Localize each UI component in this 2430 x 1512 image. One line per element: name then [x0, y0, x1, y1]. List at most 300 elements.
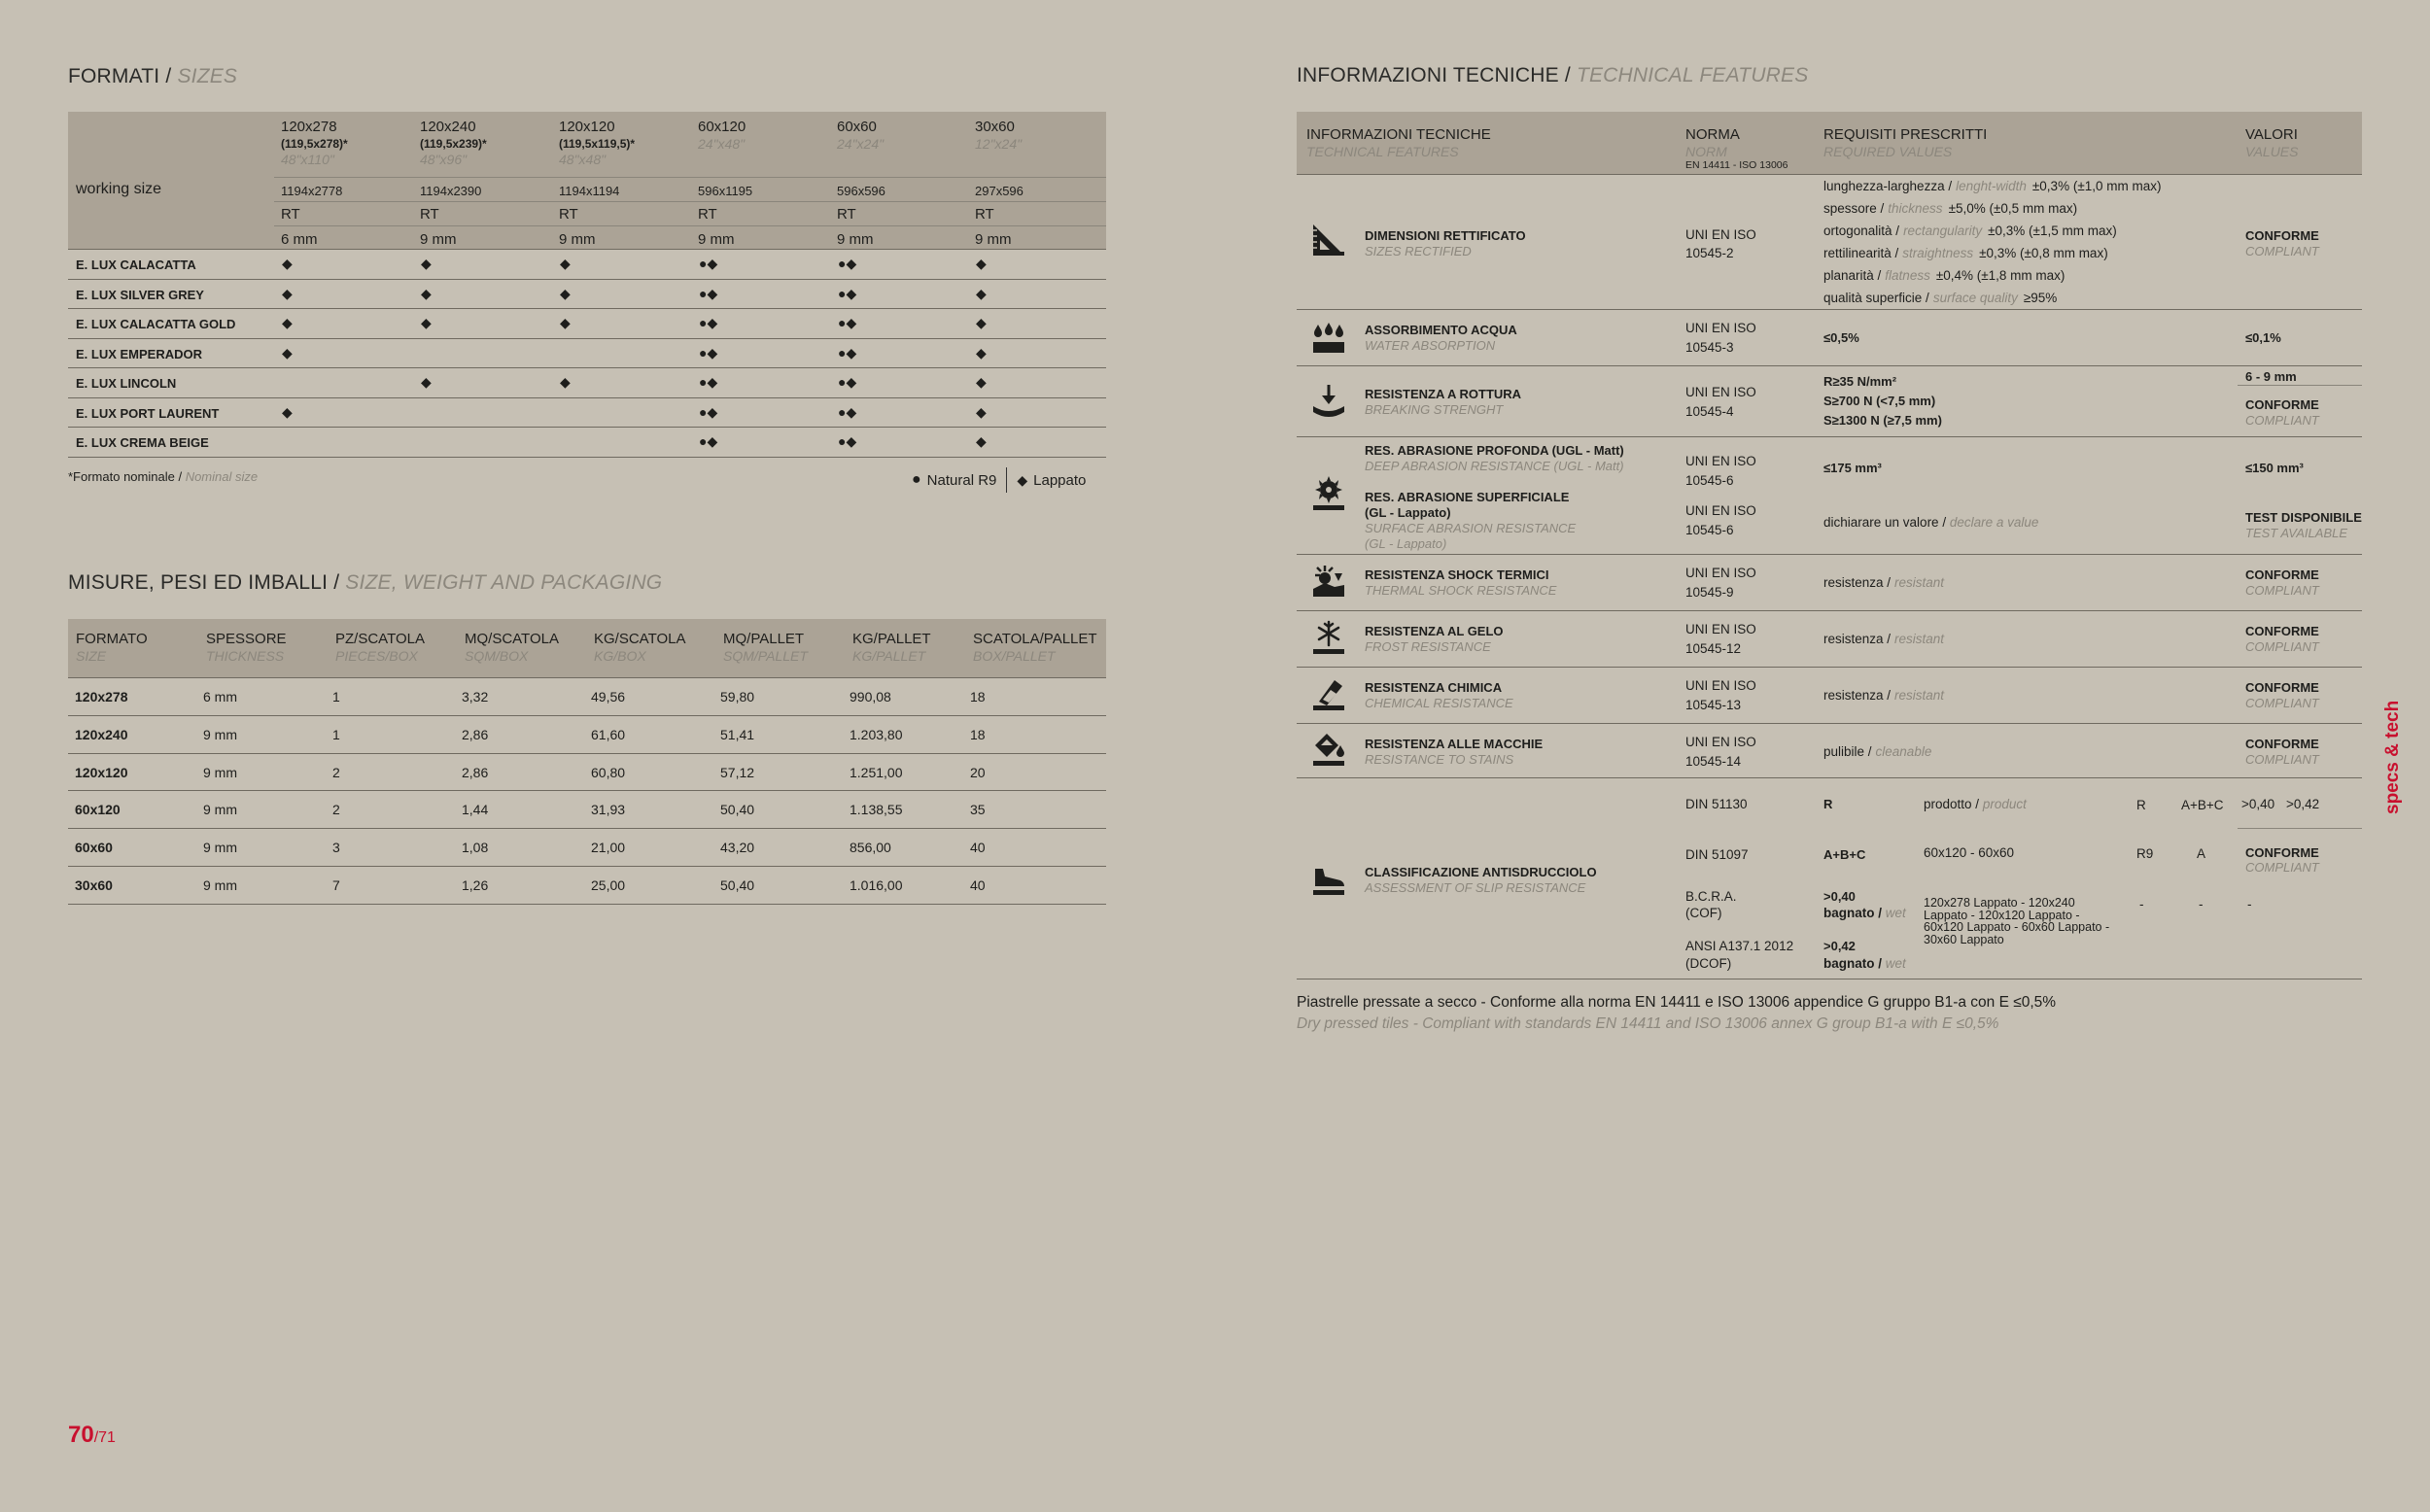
slip-r3-c: -	[2247, 897, 2252, 911]
slip-r3-norm-2: (COF)	[1685, 906, 1722, 920]
water-required: ≤0,5%	[1823, 330, 1859, 345]
tech-row-name-en: THERMAL SHOCK RESISTANCE	[1365, 583, 1557, 598]
size-availability-mark: ●◆	[838, 433, 857, 449]
tech-row-norm: UNI EN ISO	[1685, 566, 1756, 580]
pack-cell: 25,00	[591, 877, 626, 893]
abrasion-surf-name-en: SURFACE ABRASION RESISTANCE	[1365, 521, 1577, 535]
size-col-thickness: 9 mm	[698, 231, 735, 248]
slip-r2-a: R9	[2136, 846, 2154, 861]
tech-col2-header-en: NORM	[1685, 144, 1727, 159]
size-row-name: E. LUX CREMA BEIGE	[76, 435, 209, 450]
size-availability-mark: ◆	[976, 374, 987, 390]
sizes-header-sep	[68, 249, 1106, 250]
slip-r2-product: 60x120 - 60x60	[1924, 845, 2015, 860]
tech-sep	[1297, 554, 2362, 555]
pack-col-header: MQ/SCATOLA	[465, 631, 559, 647]
tech-col4-header: VALORI	[2245, 126, 2298, 143]
pack-cell: 49,56	[591, 689, 626, 704]
pack-cell: 1	[332, 726, 340, 742]
slip-name: CLASSIFICAZIONE ANTISDRUCCIOLO	[1365, 865, 1597, 879]
size-col-edge: RT	[837, 206, 856, 223]
size-availability-mark: ●◆	[699, 403, 718, 420]
abrasion-surf-required: dichiarare un valore / declare a value	[1823, 515, 2039, 530]
tech-col1-header-en: TECHNICAL FEATURES	[1306, 144, 1459, 159]
break-norm-code: 10545-4	[1685, 404, 1734, 419]
pack-cell: 990,08	[850, 689, 891, 704]
tech-row-required: resistenza / resistant	[1823, 632, 1945, 646]
size-availability-mark: ●◆	[838, 285, 857, 301]
pack-col-header-en: THICKNESS	[206, 648, 285, 664]
sizes-footnote: *Formato nominale / Nominal size	[68, 469, 259, 484]
pack-cell: 1	[332, 689, 340, 704]
slip-r3-product-line: 30x60 Lappato	[1924, 932, 2004, 946]
size-availability-mark: ●◆	[699, 256, 718, 271]
pack-cell: 2,86	[462, 726, 489, 742]
pack-cell: 59,80	[720, 689, 755, 704]
working-size-label: working size	[76, 181, 162, 197]
size-col-working: 596x1195	[698, 184, 753, 198]
slip-r1-d: >0,42	[2286, 797, 2320, 811]
slip-r2-required: A+B+C	[1823, 847, 1866, 862]
size-col-thickness: 9 mm	[420, 231, 457, 248]
pack-cell: 60x60	[75, 840, 113, 856]
tech-note-en: Dry pressed tiles - Compliant with standards EN 14411 and ISO 13006 annex G group B1-a with E ≤0,5%	[1297, 1015, 1999, 1032]
pack-cell: 9 mm	[203, 726, 237, 742]
abrasion-surf-norm: UNI EN ISO	[1685, 503, 1756, 518]
size-col-working: 596x596	[837, 184, 885, 198]
dim-requirement: ortogonalità / rectangularity ±0,3% (±1,5 mm max)	[1823, 223, 2117, 238]
tech-sep	[1297, 174, 2362, 175]
size-availability-mark: ●◆	[838, 374, 857, 390]
pack-cell: 61,60	[591, 726, 626, 742]
size-availability-mark: ●◆	[699, 433, 718, 449]
abrasion-surf-name: RES. ABRASIONE SUPERFICIALE	[1365, 490, 1570, 504]
size-col-inches: 48"x110"	[281, 152, 334, 167]
pack-col-header: FORMATO	[76, 631, 148, 647]
size-col-inches: 12"x24"	[975, 136, 1023, 152]
stain-bucket-icon	[1311, 732, 1346, 767]
tech-row-value: CONFORME	[2245, 624, 2319, 638]
size-availability-mark: ◆	[976, 285, 987, 301]
abrasion-deep-name-en: DEEP ABRASION RESISTANCE (UGL - Matt)	[1365, 459, 1624, 473]
size-availability-mark: ◆	[976, 344, 987, 361]
pack-cell: 9 mm	[203, 802, 237, 818]
pack-col-header-en: SQM/PALLET	[723, 648, 808, 664]
dim-requirement: planarità / flatness ±0,4% (±1,8 mm max)	[1823, 268, 2066, 283]
tech-row-norm-code: 10545-13	[1685, 698, 1742, 712]
dim-value: CONFORME	[2245, 228, 2319, 243]
water-value: ≤0,1%	[2245, 330, 2281, 345]
tech-row-norm-code: 10545-14	[1685, 754, 1742, 769]
tech-row-value-en: COMPLIANT	[2245, 696, 2319, 710]
pack-cell: 35	[970, 802, 986, 818]
natural-dot-icon: ●	[912, 471, 921, 488]
lappato-diamond-icon: ◆	[1017, 471, 1028, 488]
pack-row-separator	[68, 866, 1106, 867]
tech-col4-header-en: VALUES	[2245, 144, 2299, 159]
size-availability-mark: ◆	[421, 285, 432, 301]
size-availability-mark: ◆	[421, 256, 432, 271]
size-col-nominal: (119,5x239)*	[420, 137, 487, 151]
abrasion-deep-name: RES. ABRASIONE PROFONDA (UGL - Matt)	[1365, 443, 1624, 458]
pack-cell: 1,08	[462, 840, 489, 856]
side-label: specs & tech	[2382, 700, 2403, 814]
size-row-name: E. LUX EMPERADOR	[76, 346, 203, 361]
slip-r3-required-2: bagnato / wet	[1823, 906, 1906, 920]
size-availability-mark: ●◆	[838, 403, 857, 420]
pack-row-separator	[68, 715, 1106, 716]
slip-r3-required: >0,40	[1823, 889, 1856, 904]
abrasion-deep-required: ≤175 mm³	[1823, 461, 1882, 475]
pack-row-separator	[68, 828, 1106, 829]
tech-row-value-en: COMPLIANT	[2245, 583, 2319, 598]
pack-cell: 2,86	[462, 764, 489, 780]
pack-col-header: KG/SCATOLA	[594, 631, 686, 647]
slip-r3-b: -	[2199, 897, 2204, 911]
size-row-name: E. LUX CALACATTA GOLD	[76, 317, 236, 331]
tech-row-name: RESISTENZA SHOCK TERMICI	[1365, 567, 1549, 582]
water-norm-code: 10545-3	[1685, 340, 1734, 355]
legend-natural-label: Natural R9	[926, 471, 997, 489]
size-col-thickness: 9 mm	[975, 231, 1012, 248]
pack-cell: 1.138,55	[850, 802, 903, 818]
abrasion-surf-name-2: (GL - Lappato)	[1365, 505, 1451, 520]
pack-cell: 120x278	[75, 689, 128, 704]
slip-name-en: ASSESSMENT OF SLIP RESISTANCE	[1365, 880, 1586, 895]
tech-row-norm-code: 10545-9	[1685, 585, 1734, 600]
size-col-working: 1194x2778	[281, 184, 343, 198]
size-col-inches: 48"x48"	[559, 152, 607, 167]
water-drops-icon	[1311, 321, 1346, 356]
tech-row-value: CONFORME	[2245, 737, 2319, 751]
pack-cell: 1,26	[462, 877, 489, 893]
tech-header-band	[1297, 112, 2362, 174]
pack-cell: 60,80	[591, 764, 626, 780]
break-name-en: BREAKING STRENGHT	[1365, 402, 1504, 417]
size-col-inches: 48"x96"	[420, 152, 468, 167]
slip-r1-norm: DIN 51130	[1685, 797, 1748, 811]
pack-cell: 1.203,80	[850, 726, 903, 742]
dim-value-en: COMPLIANT	[2245, 244, 2319, 258]
sizes-header-sep	[274, 177, 1106, 178]
pack-cell: 9 mm	[203, 877, 237, 893]
size-row-separator	[68, 279, 1106, 280]
break-name: RESISTENZA A ROTTURA	[1365, 387, 1522, 401]
size-col-format: 30x60	[975, 119, 1015, 135]
pack-cell: 6 mm	[203, 689, 237, 704]
pack-col-header-en: SQM/BOX	[465, 648, 529, 664]
water-norm: UNI EN ISO	[1685, 321, 1756, 335]
abrasion-wheel-icon	[1311, 476, 1346, 511]
pack-cell: 120x240	[75, 726, 128, 742]
size-col-working: 1194x1194	[559, 184, 620, 198]
pack-col-header-en: KG/BOX	[594, 648, 646, 664]
pack-cell: 60x120	[75, 802, 121, 818]
tech-title: INFORMAZIONI TECNICHE / TECHNICAL FEATURES	[1297, 64, 1809, 86]
tech-note: Piastrelle pressate a secco - Conforme alla norma EN 14411 e ISO 13006 appendice G gruppo B1-a con E ≤0,5%	[1297, 994, 2057, 1011]
packaging-title: MISURE, PESI ED IMBALLI / SIZE, WEIGHT AND PACKAGING	[68, 571, 663, 594]
pack-cell: 21,00	[591, 840, 626, 856]
size-availability-mark: ●◆	[699, 285, 718, 301]
size-col-working: 1194x2390	[420, 184, 482, 198]
tech-row-value: CONFORME	[2245, 680, 2319, 695]
tech-row-required: resistenza / resistant	[1823, 575, 1945, 590]
legend-lappato-label: Lappato	[1033, 471, 1087, 489]
size-availability-mark: ◆	[282, 256, 293, 271]
size-col-thickness: 9 mm	[837, 231, 874, 248]
tech-sep	[1297, 365, 2362, 366]
pack-col-header: MQ/PALLET	[723, 631, 805, 647]
size-availability-mark: ◆	[282, 344, 293, 361]
size-availability-mark: ●◆	[838, 315, 857, 330]
pack-cell: 50,40	[720, 802, 755, 818]
pack-cell: 1.251,00	[850, 764, 903, 780]
abrasion-deep-value: ≤150 mm³	[2245, 461, 2304, 475]
break-value-sep	[2238, 385, 2362, 386]
tech-row-norm: UNI EN ISO	[1685, 735, 1756, 749]
size-availability-mark: ◆	[976, 433, 987, 449]
tech-sep	[1297, 436, 2362, 437]
size-col-edge: RT	[559, 206, 578, 223]
slip-r2-value: CONFORME	[2245, 845, 2319, 860]
pack-cell: 50,40	[720, 877, 755, 893]
tech-sep	[1297, 309, 2362, 310]
tech-row-value: CONFORME	[2245, 567, 2319, 582]
pack-cell: 40	[970, 840, 986, 856]
break-req-2: S≥700 N (<7,5 mm)	[1823, 394, 1936, 408]
abrasion-surf-norm-code: 10545-6	[1685, 523, 1734, 537]
size-row-name: E. LUX SILVER GREY	[76, 287, 204, 302]
dim-norm-code: 10545-2	[1685, 246, 1734, 260]
pack-cell: 120x120	[75, 764, 128, 780]
pack-cell: 3,32	[462, 689, 489, 704]
slip-r2-value-en: COMPLIANT	[2245, 860, 2319, 875]
tech-row-name: RESISTENZA ALLE MACCHIE	[1365, 737, 1544, 751]
slip-r4-required: >0,42	[1823, 939, 1856, 953]
size-row-name: E. LUX PORT LAURENT	[76, 405, 220, 421]
dim-name-en: SIZES RECTIFIED	[1365, 244, 1472, 258]
pack-col-header: KG/PALLET	[852, 631, 931, 647]
dim-name: DIMENSIONI RETTIFICATO	[1365, 228, 1526, 243]
page-number: 70/71	[68, 1422, 116, 1448]
slip-r4-required-2: bagnato / wet	[1823, 956, 1906, 971]
size-row-separator	[68, 308, 1106, 309]
size-col-edge: RT	[281, 206, 300, 223]
slip-r4-norm-2: (DCOF)	[1685, 956, 1732, 971]
abrasion-deep-norm-code: 10545-6	[1685, 473, 1734, 488]
size-col-thickness: 6 mm	[281, 231, 318, 248]
pack-col-header: PZ/SCATOLA	[335, 631, 425, 647]
legend-divider	[1006, 467, 1007, 493]
sizes-title: FORMATI / SIZES	[68, 65, 238, 87]
dim-requirement: qualità superficie / surface quality ≥95%	[1823, 291, 2058, 305]
pack-row-separator	[68, 790, 1106, 791]
pack-cell: 3	[332, 840, 340, 856]
chemical-flask-icon	[1311, 676, 1346, 711]
tech-row-name-en: FROST RESISTANCE	[1365, 639, 1491, 654]
break-req-1: R≥35 N/mm²	[1823, 374, 1897, 389]
size-availability-mark: ◆	[560, 315, 571, 330]
slip-r4-norm: ANSI A137.1 2012	[1685, 939, 1794, 953]
water-name-en: WATER ABSORPTION	[1365, 338, 1496, 353]
thermal-shock-icon	[1311, 564, 1346, 599]
size-col-format: 120x278	[281, 119, 337, 135]
size-availability-mark: ●◆	[699, 374, 718, 390]
size-availability-mark: ●◆	[699, 315, 718, 330]
pack-cell: 7	[332, 877, 340, 893]
size-col-edge: RT	[698, 206, 717, 223]
tech-col2-header: NORMA	[1685, 126, 1740, 143]
size-availability-mark: ◆	[976, 256, 987, 271]
size-col-format: 60x120	[698, 119, 746, 135]
size-row-name: E. LUX LINCOLN	[76, 376, 177, 391]
pack-cell: 20	[970, 764, 986, 780]
break-value: CONFORME	[2245, 397, 2319, 412]
tech-row-norm: UNI EN ISO	[1685, 678, 1756, 693]
tech-row-name: RESISTENZA AL GELO	[1365, 624, 1504, 638]
size-col-nominal: (119,5x119,5)*	[559, 137, 636, 151]
tech-row-name-en: RESISTANCE TO STAINS	[1365, 752, 1514, 767]
pack-cell: 2	[332, 764, 340, 780]
dim-requirement: rettilinearità / straightness ±0,3% (±0,8 mm max)	[1823, 246, 2108, 260]
size-col-edge: RT	[420, 206, 439, 223]
tech-row-value-en: COMPLIANT	[2245, 752, 2319, 767]
pack-cell: 1,44	[462, 802, 489, 818]
pack-cell: 9 mm	[203, 840, 237, 856]
tech-row-name: RESISTENZA CHIMICA	[1365, 680, 1503, 695]
size-availability-mark: ◆	[976, 403, 987, 420]
pack-col-header: SCATOLA/PALLET	[973, 631, 1097, 647]
pack-cell: 18	[970, 689, 986, 704]
size-availability-mark: ●◆	[838, 256, 857, 271]
slip-value-sep	[2238, 828, 2362, 829]
tech-row-value-en: COMPLIANT	[2245, 639, 2319, 654]
slip-r3-product	[1924, 897, 2109, 945]
slip-r1-product: prodotto / product	[1924, 797, 2027, 811]
pack-col-header-en: SIZE	[76, 648, 107, 664]
slip-r1-b: A+B+C	[2181, 798, 2224, 812]
size-availability-mark: ◆	[560, 374, 571, 390]
pack-cell: 51,41	[720, 726, 755, 742]
pack-cell: 1.016,00	[850, 877, 903, 893]
pack-cell: 18	[970, 726, 986, 742]
pack-col-header-en: PIECES/BOX	[335, 648, 418, 664]
slip-r3-product-line: Lappato - 120x120 Lappato -	[1924, 908, 2080, 922]
tech-col2-header-sub: EN 14411 - ISO 13006	[1685, 159, 1788, 171]
sizes-header-sep	[274, 201, 1106, 202]
size-col-format: 60x60	[837, 119, 877, 135]
dim-requirement: lunghezza-larghezza / lenght-width ±0,3% (±1,0 mm max)	[1823, 179, 2162, 193]
size-col-inches: 24"x48"	[698, 136, 746, 152]
size-row-separator	[68, 338, 1106, 339]
size-availability-mark: ◆	[282, 285, 293, 301]
sizes-header-sep	[274, 225, 1106, 226]
slip-r2-b: A	[2197, 846, 2206, 861]
slip-r1-required: R	[1823, 797, 1833, 811]
tech-col3-header: REQUISITI PRESCRITTI	[1823, 126, 1988, 143]
dim-requirement: spessore / thickness ±5,0% (±0,5 mm max)	[1823, 201, 2078, 216]
size-row-separator	[68, 397, 1106, 398]
pack-col-header-en: KG/PALLET	[852, 648, 926, 664]
pack-row-separator	[68, 753, 1106, 754]
slip-r3-a: -	[2139, 897, 2144, 911]
size-col-format: 120x240	[420, 119, 476, 135]
tech-col3-header-en: REQUIRED VALUES	[1823, 144, 1953, 159]
size-availability-mark: ◆	[282, 403, 293, 420]
breaking-load-icon	[1311, 383, 1346, 418]
abrasion-surf-value-en: TEST AVAILABLE	[2245, 526, 2348, 540]
pack-cell: 31,93	[591, 802, 626, 818]
slip-r3-product-line: 120x278 Lappato - 120x240	[1924, 896, 2075, 910]
slip-r3-product-line: 60x120 Lappato - 60x60 Lappato -	[1924, 920, 2110, 934]
water-name: ASSORBIMENTO ACQUA	[1365, 323, 1517, 337]
pack-header-sep	[68, 677, 1106, 678]
pack-cell: 57,12	[720, 764, 755, 780]
pack-row-separator	[68, 904, 1106, 905]
size-availability-mark: ●◆	[838, 344, 857, 361]
tech-row-required: resistenza / resistant	[1823, 688, 1945, 703]
slip-r1-a: R	[2136, 798, 2146, 812]
size-col-inches: 24"x24"	[837, 136, 885, 152]
size-col-working: 297x596	[975, 184, 1024, 198]
size-availability-mark: ◆	[560, 285, 571, 301]
slip-r3-norm: B.C.R.A.	[1685, 889, 1737, 904]
size-row-name: E. LUX CALACATTA	[76, 258, 196, 272]
break-value-en: COMPLIANT	[2245, 413, 2319, 428]
abrasion-surf-value: TEST DISPONIBILE	[2245, 510, 2362, 525]
size-availability-mark: ◆	[421, 315, 432, 330]
size-availability-mark: ◆	[976, 315, 987, 330]
break-value-top: 6 - 9 mm	[2245, 369, 2297, 384]
pack-cell: 9 mm	[203, 764, 237, 780]
size-availability-mark: ◆	[421, 374, 432, 390]
tech-sep	[1297, 610, 2362, 611]
size-availability-mark: ●◆	[699, 344, 718, 361]
sizes-legend	[912, 467, 1086, 493]
size-col-thickness: 9 mm	[559, 231, 596, 248]
size-availability-mark: ◆	[560, 256, 571, 271]
tech-sep	[1297, 723, 2362, 724]
break-norm: UNI EN ISO	[1685, 385, 1756, 399]
slip-r1-c: >0,40	[2241, 797, 2275, 811]
pack-cell: 856,00	[850, 840, 891, 856]
pack-col-header: SPESSORE	[206, 631, 287, 647]
tech-row-norm-code: 10545-12	[1685, 641, 1742, 656]
tech-row-required: pulibile / cleanable	[1823, 744, 1932, 759]
size-row-separator	[68, 427, 1106, 428]
tech-row-name-en: CHEMICAL RESISTANCE	[1365, 696, 1513, 710]
dim-norm: UNI EN ISO	[1685, 227, 1756, 242]
size-col-edge: RT	[975, 206, 994, 223]
ruler-square-icon	[1311, 223, 1346, 258]
abrasion-deep-norm: UNI EN ISO	[1685, 454, 1756, 468]
tech-sep	[1297, 667, 2362, 668]
snowflake-icon	[1311, 620, 1346, 655]
size-col-format: 120x120	[559, 119, 615, 135]
pack-col-header-en: BOX/PALLET	[973, 648, 1056, 664]
size-row-separator	[68, 457, 1106, 458]
pack-cell: 30x60	[75, 877, 113, 893]
break-req-3: S≥1300 N (≥7,5 mm)	[1823, 413, 1942, 428]
abrasion-surf-name-en-2: (GL - Lappato)	[1365, 536, 1447, 551]
tech-row-norm: UNI EN ISO	[1685, 622, 1756, 636]
pack-cell: 43,20	[720, 840, 755, 856]
tech-sep	[1297, 777, 2362, 778]
pack-cell: 2	[332, 802, 340, 818]
shoe-slip-icon	[1311, 861, 1346, 896]
pack-cell: 40	[970, 877, 986, 893]
slip-r2-norm: DIN 51097	[1685, 847, 1749, 862]
